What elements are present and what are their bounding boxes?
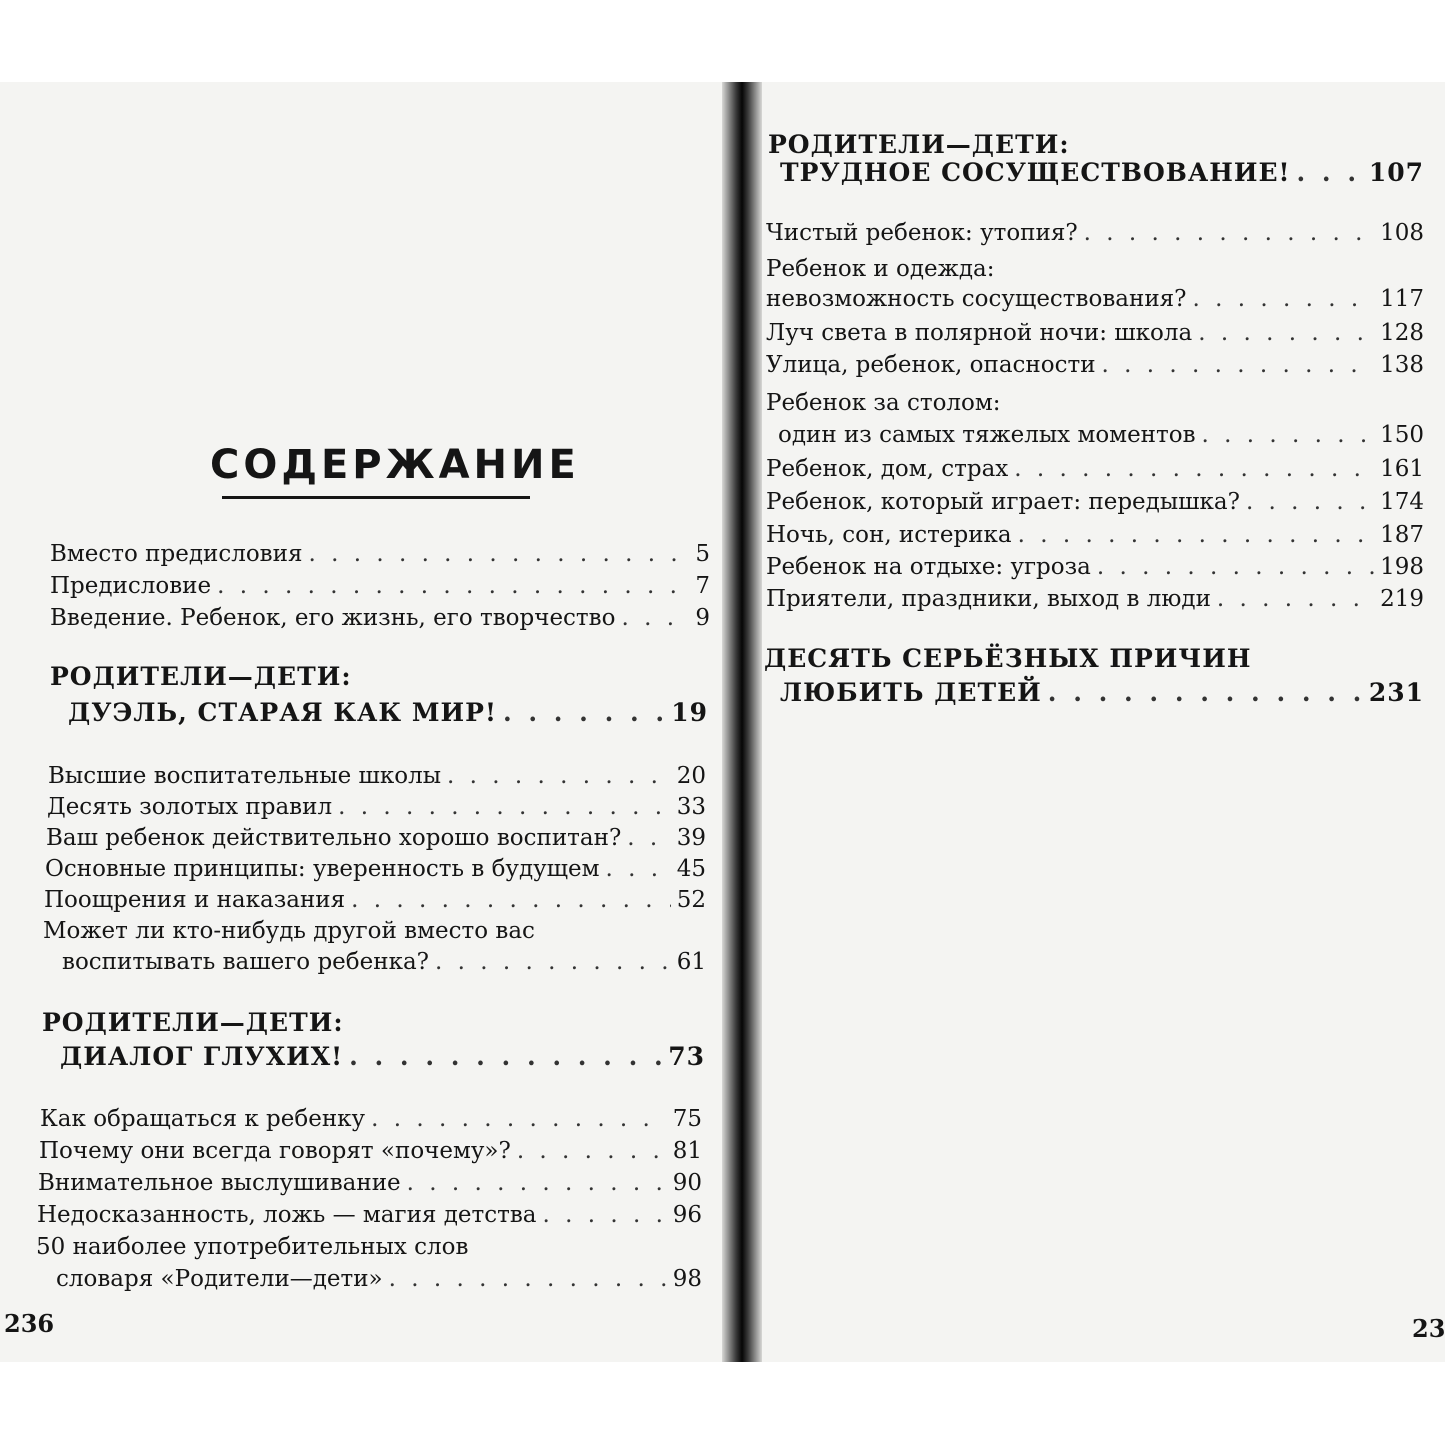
toc-entry-title: Приятели, праздники, выход в люди <box>766 586 1211 612</box>
leader-dots <box>1018 520 1374 550</box>
toc-entry-page: 108 <box>1380 220 1424 246</box>
toc-entry-page: 107 <box>1368 158 1424 187</box>
leader-dots <box>349 1042 662 1072</box>
leader-dots <box>1014 454 1374 484</box>
leader-dots <box>338 792 671 822</box>
leader-dots <box>606 854 671 884</box>
section-heading: РОДИТЕЛИ—ДЕТИ: <box>768 130 1070 159</box>
toc-entry-page: 20 <box>676 763 706 789</box>
toc-entry-title: Введение. Ребенок, его жизнь, его творчество <box>50 605 616 631</box>
toc-entry-page: 198 <box>1380 554 1424 580</box>
leader-dots <box>217 571 689 601</box>
toc-entry-page: 5 <box>695 541 710 567</box>
toc-entry <box>62 947 706 977</box>
toc-entry-title: Почему они всегда говорят «почему»? <box>39 1138 511 1164</box>
toc-entry <box>39 1136 702 1166</box>
leader-dots <box>503 698 665 728</box>
toc-entry-title: Ребенок, который играет: передышка? <box>766 489 1240 515</box>
toc-entry-page: 7 <box>695 573 710 599</box>
right-page <box>762 82 1445 1362</box>
title-underline <box>222 496 530 499</box>
toc-entry <box>44 885 706 915</box>
leader-dots <box>627 823 670 853</box>
toc-entry <box>766 584 1424 614</box>
toc-entry-page: 117 <box>1380 286 1424 312</box>
toc-entry <box>766 218 1424 248</box>
section-heading-title: ДИАЛОГ ГЛУХИХ! <box>60 1042 344 1071</box>
section-heading-entry <box>60 1042 705 1072</box>
toc-entry-page: 61 <box>676 949 706 975</box>
toc-entry <box>40 1104 702 1134</box>
toc-entry <box>766 284 1424 314</box>
book-spread <box>0 82 1445 1362</box>
toc-entry-page: 138 <box>1380 352 1424 378</box>
toc-entry <box>766 318 1424 348</box>
section-heading-title: ДУЭЛЬ, СТАРАЯ КАК МИР! <box>68 698 497 727</box>
leader-dots <box>543 1200 667 1230</box>
toc-entry-title: Поощрения и наказания <box>44 887 346 913</box>
toc-entry-title: Недосказанность, ложь — магия детства <box>37 1202 537 1228</box>
leader-dots <box>1193 284 1375 314</box>
toc-entry <box>766 350 1424 380</box>
toc-entry-title: невозможность сосуществования? <box>766 286 1187 312</box>
toc-entry-page: 90 <box>672 1170 702 1196</box>
toc-entry <box>50 539 710 569</box>
leader-dots <box>407 1168 667 1198</box>
leader-dots <box>621 603 689 633</box>
leader-dots <box>1217 584 1374 614</box>
leader-dots <box>1048 678 1363 708</box>
toc-entry <box>38 1168 702 1198</box>
toc-entry <box>45 854 706 884</box>
toc-entry <box>766 454 1424 484</box>
toc-entry <box>778 420 1424 450</box>
toc-entry-page: 187 <box>1380 522 1424 548</box>
section-heading-entry <box>780 678 1424 708</box>
toc-entry <box>37 1200 702 1230</box>
toc-entry <box>50 603 710 633</box>
leader-dots <box>1202 420 1375 450</box>
toc-entry-title: Предисловие <box>50 573 212 599</box>
toc-entry-title: один из самых тяжелых моментов <box>778 422 1196 448</box>
toc-entry <box>50 571 710 601</box>
section-heading-entry <box>780 158 1424 188</box>
leader-dots <box>389 1264 667 1294</box>
toc-entry-title: Вместо предисловия <box>50 541 303 567</box>
toc-entry-title: Луч света в полярной ночи: школа <box>766 320 1193 346</box>
toc-entry <box>48 761 706 791</box>
toc-entry-page: 52 <box>676 887 706 913</box>
leader-dots <box>1102 350 1375 380</box>
toc-entry-page: 219 <box>1380 586 1424 612</box>
section-heading: РОДИТЕЛИ—ДЕТИ: <box>50 662 352 691</box>
leader-dots <box>351 885 671 915</box>
toc-entry-title: Ваш ребенок действительно хорошо воспитан? <box>46 825 622 851</box>
toc-entry-page: 81 <box>672 1138 702 1164</box>
leader-dots <box>435 947 671 977</box>
section-heading: РОДИТЕЛИ—ДЕТИ: <box>42 1008 344 1037</box>
toc-entry-page: 96 <box>672 1202 702 1228</box>
toc-entry <box>47 792 706 822</box>
book-gutter <box>722 82 762 1362</box>
toc-entry-title: Основные принципы: уверенность в будущем <box>45 856 600 882</box>
toc-entry-title: 50 наиболее употребительных слов <box>36 1234 469 1260</box>
section-heading: ДЕСЯТЬ СЕРЬЁЗНЫХ ПРИЧИН <box>764 644 1252 673</box>
leader-dots <box>1198 318 1374 348</box>
toc-entry-page: 128 <box>1380 320 1424 346</box>
toc-entry-page: 39 <box>676 825 706 851</box>
toc-entry-title: Улица, ребенок, опасности <box>766 352 1096 378</box>
toc-entry-page: 73 <box>668 1042 705 1071</box>
page-number: 23 <box>1412 1314 1445 1343</box>
toc-entry-page: 98 <box>672 1266 702 1292</box>
leader-dots <box>517 1136 667 1166</box>
toc-entry <box>46 823 706 853</box>
leader-dots <box>308 539 689 569</box>
toc-entry-page: 231 <box>1368 678 1424 707</box>
toc-entry-title: Ребенок за столом: <box>766 390 1001 416</box>
page-number: 236 <box>4 1309 55 1338</box>
toc-entry-title: Десять золотых правил <box>47 794 333 820</box>
toc-entry-page: 174 <box>1380 489 1424 515</box>
toc-entry-page: 150 <box>1380 422 1424 448</box>
toc-entry-title: Внимательное выслушивание <box>38 1170 401 1196</box>
section-heading-entry <box>68 698 708 728</box>
left-page <box>0 82 722 1362</box>
toc-entry-title: Как обращаться к ребенку <box>40 1106 366 1132</box>
toc-entry-page: 19 <box>671 698 708 727</box>
toc-entry-title: Ребенок, дом, страх <box>766 456 1009 482</box>
toc-entry-title: Высшие воспитательные школы <box>48 763 442 789</box>
toc-entry-title: воспитывать вашего ребенка? <box>62 949 429 975</box>
toc-entry-page: 45 <box>676 856 706 882</box>
leader-dots <box>1297 158 1363 188</box>
section-heading-title: ТРУДНОЕ СОСУЩЕСТВОВАНИЕ! <box>780 158 1291 187</box>
leader-dots <box>371 1104 667 1134</box>
page-title: СОДЕРЖАНИЕ <box>210 442 580 488</box>
toc-entry-page: 161 <box>1380 456 1424 482</box>
toc-entry <box>766 520 1424 550</box>
toc-entry-title: Чистый ребенок: утопия? <box>766 220 1078 246</box>
toc-entry-title: Ночь, сон, истерика <box>766 522 1012 548</box>
toc-entry <box>766 552 1424 582</box>
toc-entry-title: Ребенок и одежда: <box>766 256 995 282</box>
section-heading-title: ЛЮБИТЬ ДЕТЕЙ <box>780 678 1042 707</box>
leader-dots <box>1097 552 1374 582</box>
leader-dots <box>447 761 671 791</box>
toc-entry-title: Ребенок на отдыхе: угроза <box>766 554 1091 580</box>
toc-entry <box>766 487 1424 517</box>
toc-entry-title: словаря «Родители—дети» <box>56 1266 383 1292</box>
toc-entry <box>56 1264 702 1294</box>
leader-dots <box>1084 218 1374 248</box>
leader-dots <box>1246 487 1374 517</box>
toc-entry-page: 9 <box>695 605 710 631</box>
toc-entry-page: 75 <box>672 1106 702 1132</box>
toc-entry-page: 33 <box>676 794 706 820</box>
toc-entry-title: Может ли кто-нибудь другой вместо вас <box>43 918 535 944</box>
